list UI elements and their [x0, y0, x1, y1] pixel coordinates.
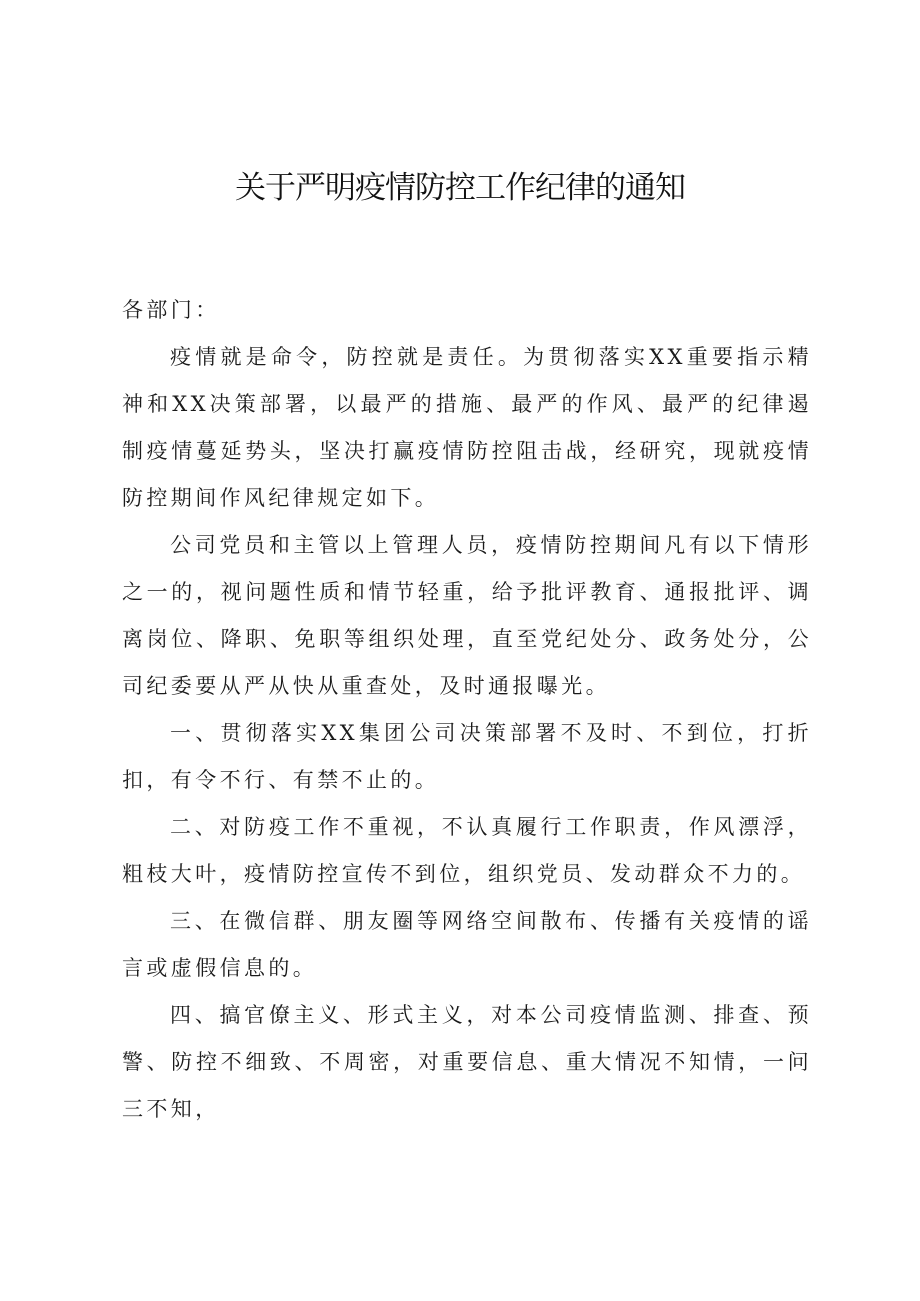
- salutation: 各部门：: [122, 298, 220, 322]
- document-title: 关于严明疫情防控工作纪律的通知: [235, 170, 685, 206]
- document-body: [122, 287, 812, 1133]
- paragraph-scope: 公司党员和主管以上管理人员，疫情防控期间凡有以下情形之一的，视问题性质和情节轻重，给予批评教育、通报批评、调离岗位、降职、免职等组织处理，直至党纪处分、政务处分，公司纪委要从严从快从重查处，及时通报曝光。: [122, 533, 812, 698]
- paragraph-item-1: 一、贯彻落实XX集团公司决策部署不及时、不到位，打折扣，有令不行、有禁不止的。: [122, 721, 812, 792]
- paragraph-item-2: 二、对防疫工作不重视，不认真履行工作职责，作风漂浮，粗枝大叶，疫情防控宣传不到位，组织党员、发动群众不力的。: [122, 815, 812, 886]
- paragraph-item-4: 四、搞官僚主义、形式主义，对本公司疫情监测、排查、预警、防控不细致、不周密，对重要信息、重大情况不知情，一问三不知，: [122, 1003, 812, 1121]
- paragraph-intro: 疫情就是命令，防控就是责任。为贯彻落实XX重要指示精神和XX决策部署，以最严的措施、最严的作风、最严的纪律遏制疫情蔓延势头，坚决打赢疫情防控阻击战，经研究，现就疫情防控期间作风纪律规定如下。: [122, 345, 812, 510]
- paragraph-item-3: 三、在微信群、朋友圈等网络空间散布、传播有关疫情的谣言或虚假信息的。: [122, 909, 812, 980]
